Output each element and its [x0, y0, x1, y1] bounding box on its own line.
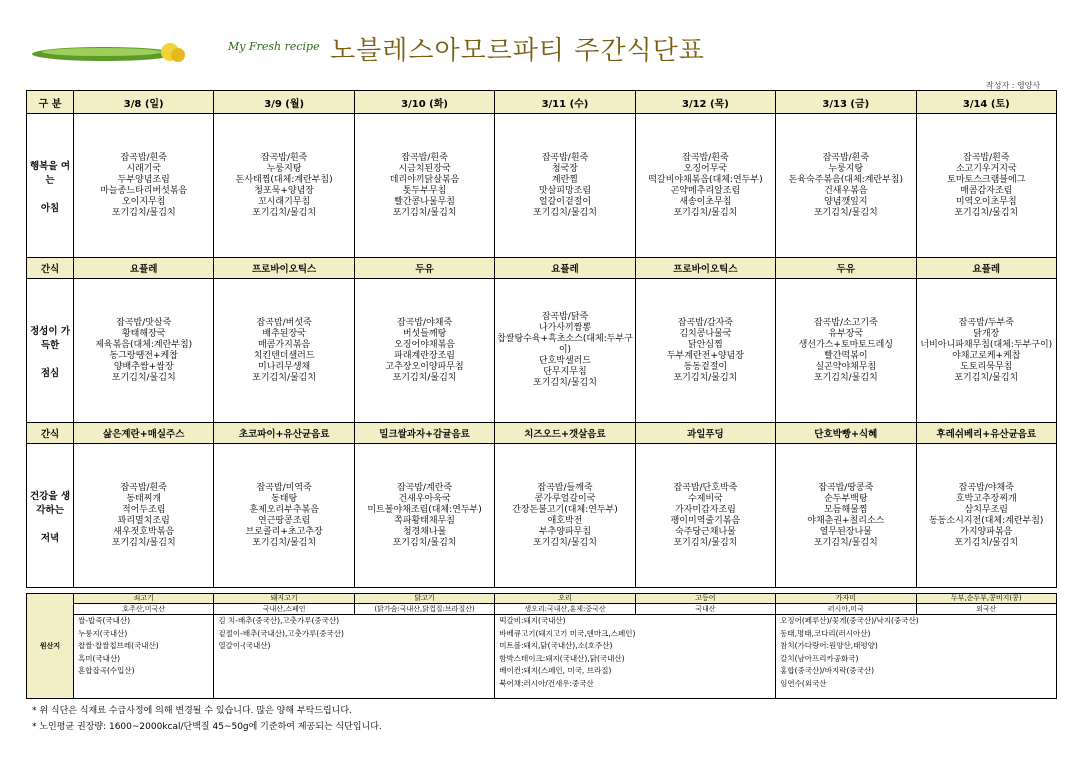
menu-item: 미역오이초무침	[955, 196, 1017, 207]
menu-item-list	[495, 312, 634, 389]
pea-pod-logo-icon	[32, 42, 187, 66]
menu-item: 포기김치/물김치	[813, 372, 878, 383]
menu-item: 잡곡밥/땅콩죽	[818, 482, 874, 493]
day-header: 3/14 (토)	[916, 91, 1056, 114]
menu-item: 연근땅콩조림	[258, 515, 311, 526]
menu-item: 간장돈불고기(대체:연두부)	[512, 504, 618, 515]
menu-item: 동그랑땡전+케찹	[109, 350, 178, 361]
menu-item: 잡곡밥/미역죽	[256, 482, 312, 493]
menu-item: 북어채:러시아/건새우:중국산	[499, 678, 594, 688]
menu-item: 맛살피망조림	[538, 185, 592, 196]
day-header-row	[27, 91, 1057, 114]
dinner-cell	[776, 444, 916, 588]
menu-item: 단호박샐러드	[538, 356, 592, 366]
menu-item: 포기김치/물김치	[673, 537, 738, 548]
menu-item: 동태탕	[271, 493, 298, 504]
menu-item: 양배추쌈+쌈장	[113, 361, 174, 372]
breakfast-label: 행복을 여는 아침	[27, 114, 74, 258]
origin-category: 고등어	[635, 594, 775, 604]
menu-item: 포기김치/물김치	[813, 207, 878, 218]
menu-item-list	[917, 483, 1056, 549]
origin-category: 두부,순두부,콩비지(콩)	[916, 594, 1056, 604]
menu-item: 톳두부무침	[402, 185, 447, 196]
snack-item: 요플레	[495, 258, 635, 279]
menu-item-list	[355, 318, 494, 384]
menu-item: 쌀-밥죽(국내산)	[78, 616, 131, 625]
menu-item: 떡갈비야채볶음(대체:연두부)	[648, 174, 763, 185]
menu-item: 잡곡밥/맛살죽	[116, 317, 172, 328]
snack-item: 밀크쌀과자+감귤음료	[354, 423, 494, 444]
menu-item: 야채춘권+칠리소스	[807, 515, 885, 526]
menu-item: 동동소시지전(대체:계란부침)	[929, 515, 1044, 526]
origin-source-row	[27, 604, 1057, 615]
origin-source: 생오리:국내산,훈제:중국산	[495, 604, 635, 615]
menu-item: 매콤감자조림	[960, 185, 1013, 196]
menu-item: 건새우볶음	[824, 185, 868, 196]
lunch-cell	[354, 279, 494, 423]
header-label: 구 분	[27, 91, 74, 114]
menu-item: 야채고로케+케찹	[952, 350, 1021, 361]
breakfast-cell	[214, 114, 354, 258]
menu-item: 토마토스크램블에그	[947, 174, 1026, 185]
menu-item: 갈치(남아프리카공화국)	[780, 653, 859, 663]
origin-source: (닭가슴:국내산,닭껍질:브라질산)	[354, 604, 494, 615]
menu-item: 포기김치/물김치	[252, 372, 317, 383]
dinner-cell	[354, 444, 494, 588]
snack-item: 프로바이오틱스	[635, 258, 775, 279]
menu-item: 건새우아욱국	[398, 493, 451, 504]
menu-item: 청포묵+양념장	[254, 185, 314, 196]
menu-item: 버섯들깨탕	[402, 328, 447, 339]
menu-item: 너비아니파채무침(대체:두부구이)	[920, 339, 1053, 350]
menu-item: 동태,명태,코다리(러시아산)	[780, 628, 871, 638]
menu-item: 바베큐고기(돼지고기 미국,덴마크,스페인)	[499, 628, 636, 638]
menu-item: 참치(가다랑어:원양산,태평양)	[780, 641, 878, 651]
menu-item: 청경채나물	[402, 526, 447, 537]
menu-item: 포기김치/물김치	[111, 537, 176, 548]
origin-list-grains	[74, 615, 214, 699]
menu-item: 도토리묵무침	[960, 361, 1013, 372]
lunch-row	[27, 279, 1057, 423]
menu-item: 포기김치/물김치	[673, 207, 738, 218]
menu-item-list	[495, 153, 634, 219]
menu-item: 파래계란장조림	[394, 350, 455, 361]
page-header	[0, 0, 1080, 90]
origin-category: 쇠고기	[74, 594, 214, 604]
menu-item: 돈사태찜(대체:계란부침)	[235, 174, 333, 185]
menu-item: 오이지무침	[121, 196, 166, 207]
menu-item: 잡곡밥/야채죽	[396, 317, 453, 328]
menu-item: 동동겉절이	[683, 361, 728, 372]
dinner-label: 건강을 생각하는 저녁	[27, 444, 74, 588]
dinner-cell	[495, 444, 635, 588]
menu-item: 유부장국	[828, 328, 864, 339]
snack-item: 두유	[776, 258, 916, 279]
menu-item: 브로콜리+초고추장	[245, 526, 323, 537]
menu-item-list	[74, 318, 213, 384]
menu-item: 포기김치/물김치	[252, 207, 317, 218]
menu-item: 얼갈이겉절이	[538, 196, 592, 207]
menu-item: 훈제오리부추볶음	[249, 504, 319, 515]
dinner-cell	[635, 444, 775, 588]
menu-item: 잡곡밥/닭죽	[541, 312, 589, 322]
lunch-label: 정성이 가득한 점심	[27, 279, 74, 423]
menu-item-list	[776, 153, 915, 219]
lunch-cell	[214, 279, 354, 423]
menu-item: 포기김치/물김치	[252, 537, 317, 548]
menu-item: 생선가스+토마토드레싱	[798, 339, 894, 350]
breakfast-row	[27, 114, 1057, 258]
origin-category-row	[27, 594, 1057, 604]
menu-item: 수제비국	[688, 493, 723, 504]
menu-item: 잡곡밥/들깨죽	[537, 482, 593, 493]
menu-item: 치킨텐더샐러드	[253, 350, 315, 361]
menu-item: 꽈리멸치조림	[117, 515, 170, 526]
weekly-menu-table	[26, 90, 1057, 588]
menu-item: 잡곡밥/흰죽	[822, 152, 870, 163]
menu-item: 흑미(국내산)	[78, 653, 121, 663]
day-header: 3/10 (화)	[354, 91, 494, 114]
menu-item-list	[636, 153, 775, 219]
menu-item: 닭안심찜	[688, 339, 723, 350]
origin-table	[26, 593, 1057, 699]
menu-item: 실곤약야채무침	[815, 361, 877, 372]
origin-source: 국내산	[635, 604, 775, 615]
menu-item: 빨간콩나물무침	[394, 196, 455, 207]
menu-item: 순두부백탕	[824, 493, 868, 504]
menu-item: 홍합(중국산)/바지락(중국산)	[780, 666, 875, 676]
menu-item: 포기김치/물김치	[392, 372, 457, 383]
menu-item: 고추장오이양파무침	[385, 361, 464, 372]
menu-item: 배추된장국	[262, 328, 306, 339]
menu-item-list	[495, 483, 634, 549]
snack-item: 삶은계란+매실주스	[74, 423, 214, 444]
origin-source: 호주산,미국산	[74, 604, 214, 615]
snack-row-1	[27, 258, 1057, 279]
menu-item: 포기김치/물김치	[392, 207, 457, 218]
menu-item: 동태찌개	[126, 493, 162, 504]
menu-item: 삼치무조림	[964, 504, 1008, 515]
menu-item: 잡곡밥/흰죽	[401, 152, 448, 163]
menu-item: 포기김치/물김치	[392, 537, 457, 548]
dinner-cell	[214, 444, 354, 588]
dinner-cell	[916, 444, 1056, 588]
menu-item: 매콤가지볶음	[258, 339, 311, 350]
menu-item-list	[776, 318, 915, 384]
menu-item-list	[355, 153, 494, 219]
dinner-row	[27, 444, 1057, 588]
day-header: 3/11 (수)	[495, 91, 635, 114]
menu-item: 누룽지탕	[828, 163, 864, 174]
menu-item: 숙주당근채나물	[674, 526, 736, 537]
menu-item: 팽이미역줄기볶음	[670, 515, 741, 526]
menu-item: 포기김치/물김치	[954, 537, 1019, 548]
menu-item-list	[214, 318, 353, 384]
footnote-2: * 노인평균 권장량: 1600~2000kcal/단백질 45~50g에 기준하여 제공되는 식단입니다.	[32, 722, 382, 732]
menu-item: 임연수(외국산	[780, 678, 827, 688]
origin-category: 가자미	[776, 594, 916, 604]
menu-item: 쪽파황태채무침	[394, 515, 455, 526]
menu-item: 잡곡밥/감자죽	[677, 317, 733, 328]
menu-item-list	[74, 483, 213, 549]
menu-item: 포기김치/물김치	[533, 378, 597, 388]
menu-item: 함박스테이크:돼지(국내산),닭(국내산)	[499, 653, 625, 663]
origin-label: 원산지	[27, 594, 74, 699]
menu-item: 새송이초무침	[679, 196, 732, 207]
menu-item-list	[636, 318, 775, 384]
menu-item: 미나리무생채	[258, 361, 311, 372]
lunch-cell	[74, 279, 214, 423]
footnote-1: * 위 식단은 식재료 수급사정에 의해 변경될 수 있습니다. 많은 양해 부탁드립니다.	[32, 706, 352, 716]
menu-item: 곤약메추리알조림	[670, 185, 741, 196]
snack-label: 간식	[27, 258, 74, 279]
menu-item-list	[214, 153, 353, 219]
menu-item: 새우젓호박볶음	[113, 526, 175, 537]
menu-item-list	[355, 483, 494, 549]
page-title: 노블레스아모르파티 주간식단표	[330, 36, 705, 66]
menu-item: 두부계란전+양념장	[666, 350, 744, 361]
snack-item: 과일푸딩	[635, 423, 775, 444]
menu-item: 두부양념조림	[117, 174, 170, 185]
menu-item-list	[776, 483, 915, 549]
menu-item: 황태해장국	[121, 328, 166, 339]
day-header: 3/9 (월)	[214, 91, 354, 114]
menu-item: 찹쌀탕수육+흑초소스(대체:두부구이)	[497, 334, 633, 355]
snack-item: 치즈오드+갯살음료	[495, 423, 635, 444]
menu-item: 잡곡밥/흰죽	[682, 152, 729, 163]
menu-item: 혼합잡곡(수입산)	[78, 666, 135, 676]
menu-item: 오징어야채볶음	[394, 339, 455, 350]
menu-item: 데리야끼닭살볶음	[389, 174, 460, 185]
menu-item: 빨간떡볶이	[824, 350, 868, 361]
day-header: 3/8 (일)	[74, 91, 214, 114]
menu-item: 가지양파볶음	[960, 526, 1013, 537]
menu-item: 미트볼야채조림(대체:연두부)	[367, 504, 482, 515]
origin-category: 돼지고기	[214, 594, 354, 604]
menu-item: 적어두조림	[121, 504, 166, 515]
menu-item: 청국장	[551, 163, 579, 174]
menu-item: 김 치-배추(중국산),고춧가루(중국산)	[218, 616, 340, 625]
snack-item: 요플레	[916, 258, 1056, 279]
menu-item: 포기김치/물김치	[673, 372, 738, 383]
day-header: 3/13 (금)	[776, 91, 916, 114]
menu-item: 포기김치/물김치	[111, 372, 176, 383]
menu-item: 포기김치/물김치	[533, 207, 597, 218]
menu-item: 계란찜	[551, 174, 579, 185]
menu-item-list	[74, 153, 213, 219]
origin-detail-row	[27, 615, 1057, 699]
menu-item: 포기김치/물김치	[813, 537, 878, 548]
menu-item: 시래기국	[126, 163, 162, 174]
origin-category: 닭고기	[354, 594, 494, 604]
snack-item: 초코파이+유산균음료	[214, 423, 354, 444]
origin-source: 국내산,스페인	[214, 604, 354, 615]
lunch-cell	[635, 279, 775, 423]
snack-item: 두유	[354, 258, 494, 279]
origin-source: 외국산	[916, 604, 1056, 615]
snack-row-2	[27, 423, 1057, 444]
origin-list-processed	[495, 615, 776, 699]
menu-item: 찹쌀·찹쌀칩브레(국내산)	[78, 641, 159, 651]
menu-item: 시금치된장국	[398, 163, 451, 174]
menu-item-list	[917, 318, 1056, 384]
menu-item: 양념깻잎지	[824, 196, 868, 207]
menu-item: 잡곡밥/두부죽	[958, 317, 1014, 328]
menu-item: 잡곡밥/흰죽	[963, 152, 1010, 163]
day-header: 3/12 (목)	[635, 91, 775, 114]
snack-item: 단호박빵+식혜	[776, 423, 916, 444]
lunch-cell	[776, 279, 916, 423]
origin-list-kimchi	[214, 615, 354, 699]
menu-item: 누룽지탕	[266, 163, 302, 174]
menu-item: 가자미감자조림	[674, 504, 736, 515]
menu-item-list	[214, 483, 353, 549]
menu-item: 잡곡밥/흰죽	[120, 482, 167, 493]
origin-source: 러시아,미국	[776, 604, 916, 615]
menu-item: 누룽지(국내산)	[78, 628, 128, 638]
menu-item: 겉절이-배추(국내산),고춧가루(중국산)	[218, 628, 344, 638]
menu-item: 모듬해물찜	[824, 504, 868, 515]
menu-item: 잡곡밥/소고기죽	[813, 317, 878, 328]
writer-label: 작성자 : 영양사	[986, 81, 1041, 90]
menu-item: 나가사끼짬뽕	[538, 323, 592, 333]
menu-item: 열갈이-(국내산)	[218, 641, 271, 651]
menu-item: 잡곡밥/계란죽	[396, 482, 453, 493]
breakfast-cell	[635, 114, 775, 258]
dinner-cell	[74, 444, 214, 588]
menu-item: 열무된장나물	[819, 526, 872, 537]
menu-item: 단무지무침	[543, 367, 587, 377]
menu-item: 제육볶음(대체:계란부침)	[95, 339, 193, 350]
menu-item: 꼬시래기무침	[258, 196, 311, 207]
menu-item: 포기김치/물김치	[954, 207, 1019, 218]
menu-item: 오징어(페루산)/꽃게(중국산)/낙지(중국산)	[780, 616, 919, 625]
origin-list-seafood	[776, 615, 1057, 699]
menu-item: 잡곡밥/야채죽	[958, 482, 1014, 493]
lunch-cell	[916, 279, 1056, 423]
menu-item: 소고기우거지국	[955, 163, 1017, 174]
menu-item: 닭개장	[973, 328, 1000, 339]
menu-item: 돈육숙주볶음(대체:계란부침)	[788, 174, 904, 185]
menu-item: 잡곡밥/단호박죽	[673, 482, 738, 493]
lunch-cell	[495, 279, 635, 423]
menu-item: 포기김치/물김치	[954, 372, 1019, 383]
snack-item: 프로바이오틱스	[214, 258, 354, 279]
snack-item: 요플레	[74, 258, 214, 279]
logo-text: My Fresh recipe	[228, 40, 320, 53]
menu-item-list	[636, 483, 775, 549]
menu-item: 오징어무국	[683, 163, 728, 174]
snack-label: 간식	[27, 423, 74, 444]
breakfast-cell	[354, 114, 494, 258]
menu-item: 떡갈비:돼지(국내산)	[499, 616, 566, 625]
menu-item: 마늘종느타리버섯볶음	[100, 185, 188, 196]
menu-item: 포기김치/물김치	[533, 537, 597, 548]
menu-item: 미트볼:돼지,닭(국내산),소(호주산)	[499, 641, 613, 651]
menu-item: 잡곡밥/흰죽	[120, 152, 167, 163]
menu-item: 베이컨:돼지(스페인, 미국, 브라질)	[499, 666, 612, 676]
menu-item: 호박고추장찌개	[955, 493, 1017, 504]
menu-item: 잡곡밥/흰죽	[260, 152, 308, 163]
menu-item: 포기김치/물김치	[111, 207, 176, 218]
menu-item-list	[917, 153, 1056, 219]
snack-item: 후레쉬베리+유산균음료	[916, 423, 1056, 444]
menu-item: 김치콩나물국	[679, 328, 732, 339]
breakfast-cell	[776, 114, 916, 258]
origin-category: 오리	[495, 594, 635, 604]
breakfast-cell	[495, 114, 635, 258]
breakfast-cell	[916, 114, 1056, 258]
menu-item: 잡곡밥/버섯죽	[256, 317, 312, 328]
menu-item: 애호박전	[547, 515, 583, 526]
menu-item: 부추양파무침	[538, 526, 592, 537]
breakfast-cell	[74, 114, 214, 258]
menu-item: 콩가루얼갈이국	[534, 493, 596, 504]
menu-item: 잡곡밥/흰죽	[541, 152, 589, 163]
